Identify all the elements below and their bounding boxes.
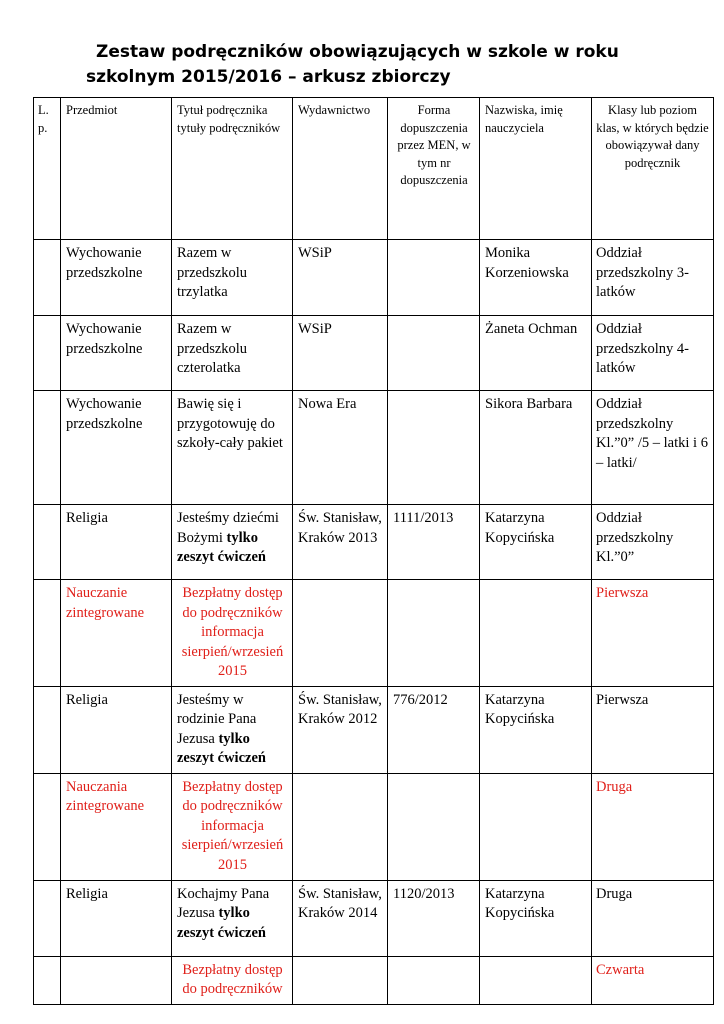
tytul-bold: tylko zeszyt ćwiczeń (177, 730, 266, 766)
header-lp: L. p. (34, 98, 61, 240)
cell-wydawnictwo: Św. Stanisław, Kraków 2013 (293, 505, 388, 580)
cell-tytul (172, 391, 293, 505)
cell-tytul (172, 686, 293, 773)
header-klasy: Klasy lub poziom klas, w których będzie obowiązywał dany podręcznik (592, 98, 714, 240)
title-line-1: Zestaw podręczników obowiązujących w szkole w roku (96, 42, 619, 62)
cell-nauczyciel: Monika Korzeniowska (480, 240, 592, 316)
cell-nauczyciel (480, 773, 592, 880)
cell-klasy: Pierwsza (592, 580, 714, 687)
cell-nauczyciel: Katarzyna Kopycińska (480, 686, 592, 773)
cell-wydawnictwo: WSiP (293, 316, 388, 391)
cell-klasy: Oddział przedszkolny Kl.”0” /5 – latki i 6 – latki/ (592, 391, 714, 505)
cell-forma: 1120/2013 (388, 880, 480, 956)
tytul-text: Razem w przedszkolu trzylatka (177, 245, 248, 300)
cell-forma (388, 316, 480, 391)
cell-przedmiot: Wychowanie przedszkolne (61, 391, 172, 505)
table-header-row (34, 98, 714, 240)
cell-nauczyciel: Żaneta Ochman (480, 316, 592, 391)
cell-wydawnictwo (293, 956, 388, 1004)
tytul-text: Jesteśmy dziećmi Bożymi (177, 510, 279, 546)
tytul-bold: tylko zeszyt ćwiczeń (177, 529, 266, 565)
cell-lp (34, 773, 61, 880)
cell-lp (34, 580, 61, 687)
table-row (34, 580, 714, 687)
cell-przedmiot: Nauczanie zintegrowane (61, 580, 172, 687)
cell-nauczyciel (480, 580, 592, 687)
cell-przedmiot: Religia (61, 880, 172, 956)
cell-lp (34, 956, 61, 1004)
tytul-text: Jesteśmy w rodzinie Pana Jezusa (177, 691, 257, 747)
cell-wydawnictwo: WSiP (293, 240, 388, 316)
cell-wydawnictwo: Nowa Era (293, 391, 388, 505)
table-row (34, 316, 714, 391)
cell-klasy: Oddział przedszkolny 4-latków (592, 316, 714, 391)
header-wydawnictwo: Wydawnictwo (293, 98, 388, 240)
cell-tytul (172, 580, 293, 687)
cell-forma: 1111/2013 (388, 505, 480, 580)
table-row (34, 240, 714, 316)
table-row (34, 956, 714, 1004)
cell-tytul (172, 505, 293, 580)
cell-klasy: Czwarta (592, 956, 714, 1004)
cell-nauczyciel: Sikora Barbara (480, 391, 592, 505)
cell-wydawnictwo (293, 580, 388, 687)
cell-tytul (172, 773, 293, 880)
cell-nauczyciel: Katarzyna Kopycińska (480, 505, 592, 580)
cell-lp (34, 505, 61, 580)
cell-nauczyciel (480, 956, 592, 1004)
table-row (34, 880, 714, 956)
table-row (34, 773, 714, 880)
cell-klasy: Oddział przedszkolny Kl.”0” (592, 505, 714, 580)
tytul-text: Bawię się i przygotowuję do szkoły-cały pakiet (177, 396, 283, 451)
tytul-text: Kochajmy Pana Jezusa (177, 885, 270, 921)
tytul-text: Razem w przedszkolu czterolatka (177, 321, 248, 376)
cell-przedmiot: Religia (61, 505, 172, 580)
cell-wydawnictwo: Św. Stanisław, Kraków 2012 (293, 686, 388, 773)
cell-forma: 776/2012 (388, 686, 480, 773)
cell-przedmiot (61, 956, 172, 1004)
cell-przedmiot: Religia (61, 686, 172, 773)
cell-lp (34, 316, 61, 391)
header-przedmiot: Przedmiot (61, 98, 172, 240)
cell-przedmiot: Wychowanie przedszkolne (61, 240, 172, 316)
cell-wydawnictwo: Św. Stanisław, Kraków 2014 (293, 880, 388, 956)
cell-przedmiot: Nauczania zintegrowane (61, 773, 172, 880)
header-forma: Forma dopuszczenia przez MEN, w tym nr dopuszczenia (388, 98, 480, 240)
table-row (34, 505, 714, 580)
tytul-text: Bezpłatny dostęp do podręczników informacja sierpień/wrzesień 2015 (181, 585, 284, 679)
table-row (34, 686, 714, 773)
cell-forma (388, 391, 480, 505)
cell-przedmiot: Wychowanie przedszkolne (61, 316, 172, 391)
cell-klasy: Druga (592, 880, 714, 956)
tytul-bold: tylko zeszyt ćwiczeń (177, 905, 266, 941)
cell-forma (388, 773, 480, 880)
tytul-text: Bezpłatny dostęp do podręczników informacja sierpień/wrzesień 2015 (181, 778, 284, 873)
cell-tytul (172, 880, 293, 956)
title-line-2: szkolnym 2015/2016 – arkusz zbiorczy (86, 67, 451, 87)
cell-wydawnictwo (293, 773, 388, 880)
cell-forma (388, 956, 480, 1004)
cell-forma (388, 580, 480, 687)
header-tytul: Tytuł podręcznika tytuły podręczników (172, 98, 293, 240)
cell-klasy: Oddział przedszkolny 3-latków (592, 240, 714, 316)
cell-tytul (172, 316, 293, 391)
cell-tytul (172, 956, 293, 1004)
table-row (34, 391, 714, 505)
cell-klasy: Druga (592, 773, 714, 880)
cell-lp (34, 240, 61, 316)
cell-lp (34, 686, 61, 773)
cell-tytul (172, 240, 293, 316)
cell-nauczyciel: Katarzyna Kopycińska (480, 880, 592, 956)
textbook-table (33, 97, 714, 1005)
document-title (86, 40, 686, 90)
cell-forma (388, 240, 480, 316)
tytul-text: Bezpłatny dostęp do podręczników (182, 961, 283, 997)
cell-lp (34, 391, 61, 505)
header-nauczyciel: Nazwiska, imię nauczyciela (480, 98, 592, 240)
cell-lp (34, 880, 61, 956)
cell-klasy: Pierwsza (592, 686, 714, 773)
